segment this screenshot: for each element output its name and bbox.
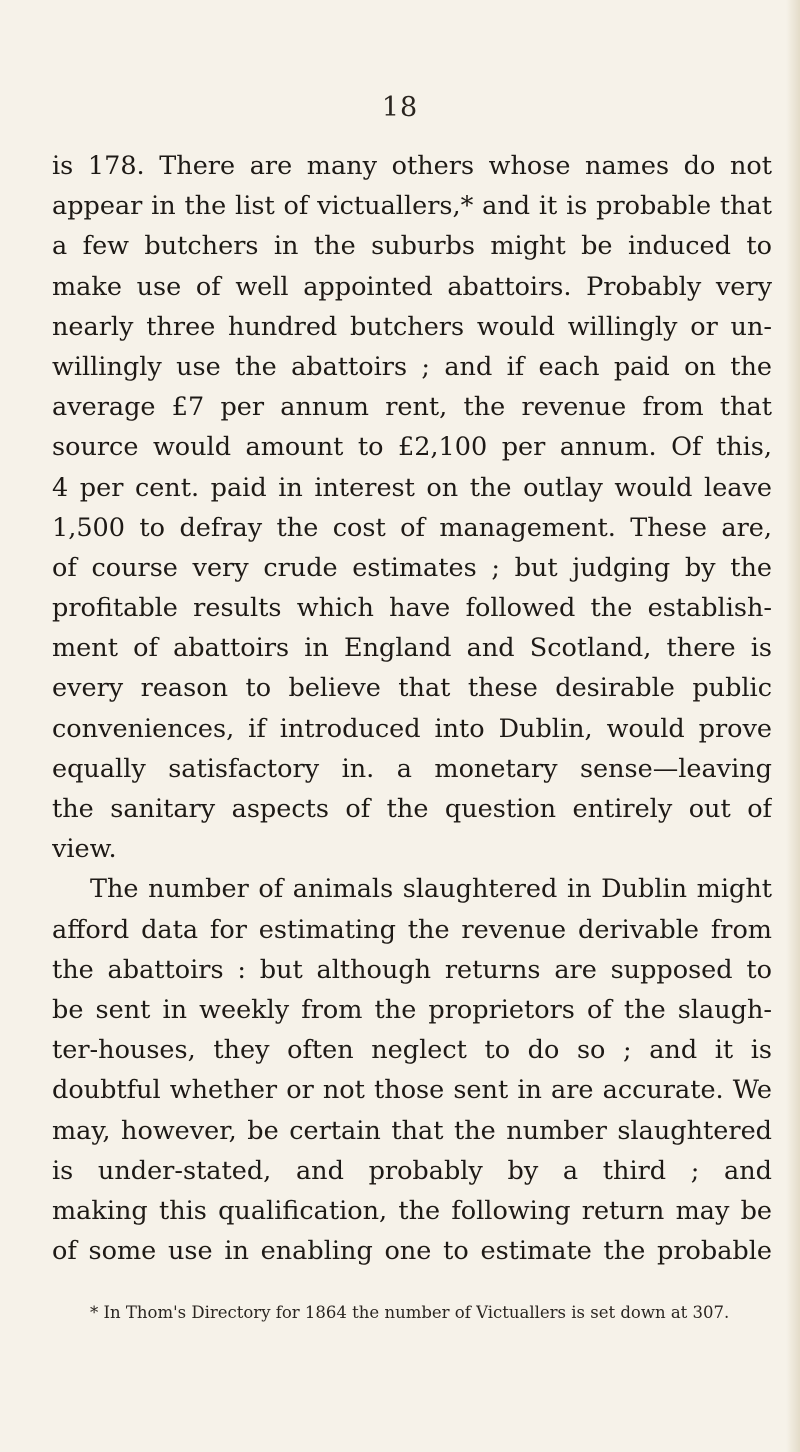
text-line: equally satisfactory in. a monetary sense—leaving: [52, 753, 772, 784]
page-edge-shadow: [786, 0, 800, 1452]
text-line: profitable results which have followed the establish-: [52, 593, 772, 624]
text-line: 1,500 to defray the cost of management. These are,: [52, 512, 772, 543]
text-line: is under-stated, and probably by a third ; and: [52, 1155, 772, 1186]
text-line: appear in the list of victuallers,* and it is probable that: [52, 191, 772, 222]
footnote: * In Thom's Directory for 1864 the number of Victuallers is set down at 307.: [90, 1303, 730, 1322]
text-line: make use of well appointed abattoirs. Probably very: [52, 271, 772, 302]
text-line: ter-houses, they often neglect to do so ; and it is: [52, 1035, 772, 1066]
text-line: afford data for estimating the revenue derivable from: [52, 914, 772, 945]
page-number: 18: [381, 92, 419, 123]
text-line: source would amount to £2,100 per annum. Of this,: [52, 432, 772, 463]
text-line: a few butchers in the suburbs might be induced to: [52, 231, 772, 262]
paragraph-1: [52, 146, 772, 869]
text-line: willingly use the abattoirs ; and if each paid on the: [52, 351, 772, 382]
text-line: The number of animals slaughtered in Dublin might: [90, 874, 772, 905]
text-line: making this qualification, the following return may be: [52, 1195, 772, 1226]
text-line: ment of abattoirs in England and Scotland, there is: [52, 633, 772, 664]
text-line: every reason to believe that these desirable public: [52, 673, 772, 704]
paragraph-2: [52, 869, 772, 1271]
text-line: be sent in weekly from the proprietors of the slaugh-: [52, 994, 772, 1025]
text-line: of some use in enabling one to estimate the probable: [52, 1236, 772, 1267]
text-line: is 178. There are many others whose names do not: [52, 151, 772, 181]
text-line: average £7 per annum rent, the revenue from that: [52, 392, 772, 423]
text-line: may, however, be certain that the number slaughtered: [52, 1115, 772, 1146]
text-line: nearly three hundred butchers would willingly or un-: [52, 311, 772, 342]
text-line: doubtful whether or not those sent in are accurate. We: [52, 1075, 772, 1106]
text-line: view.: [52, 834, 117, 865]
text-line: of course very crude estimates ; but judging by the: [52, 552, 772, 583]
body-text: [52, 146, 772, 1271]
text-line: 4 per cent. paid in interest on the outlay would leave: [52, 472, 772, 503]
text-line: the sanitary aspects of the question entirely out of: [52, 794, 772, 824]
text-line: conveniences, if introduced into Dublin, would prove: [52, 713, 772, 744]
text-line: the abattoirs : but although returns are supposed to: [52, 954, 772, 985]
